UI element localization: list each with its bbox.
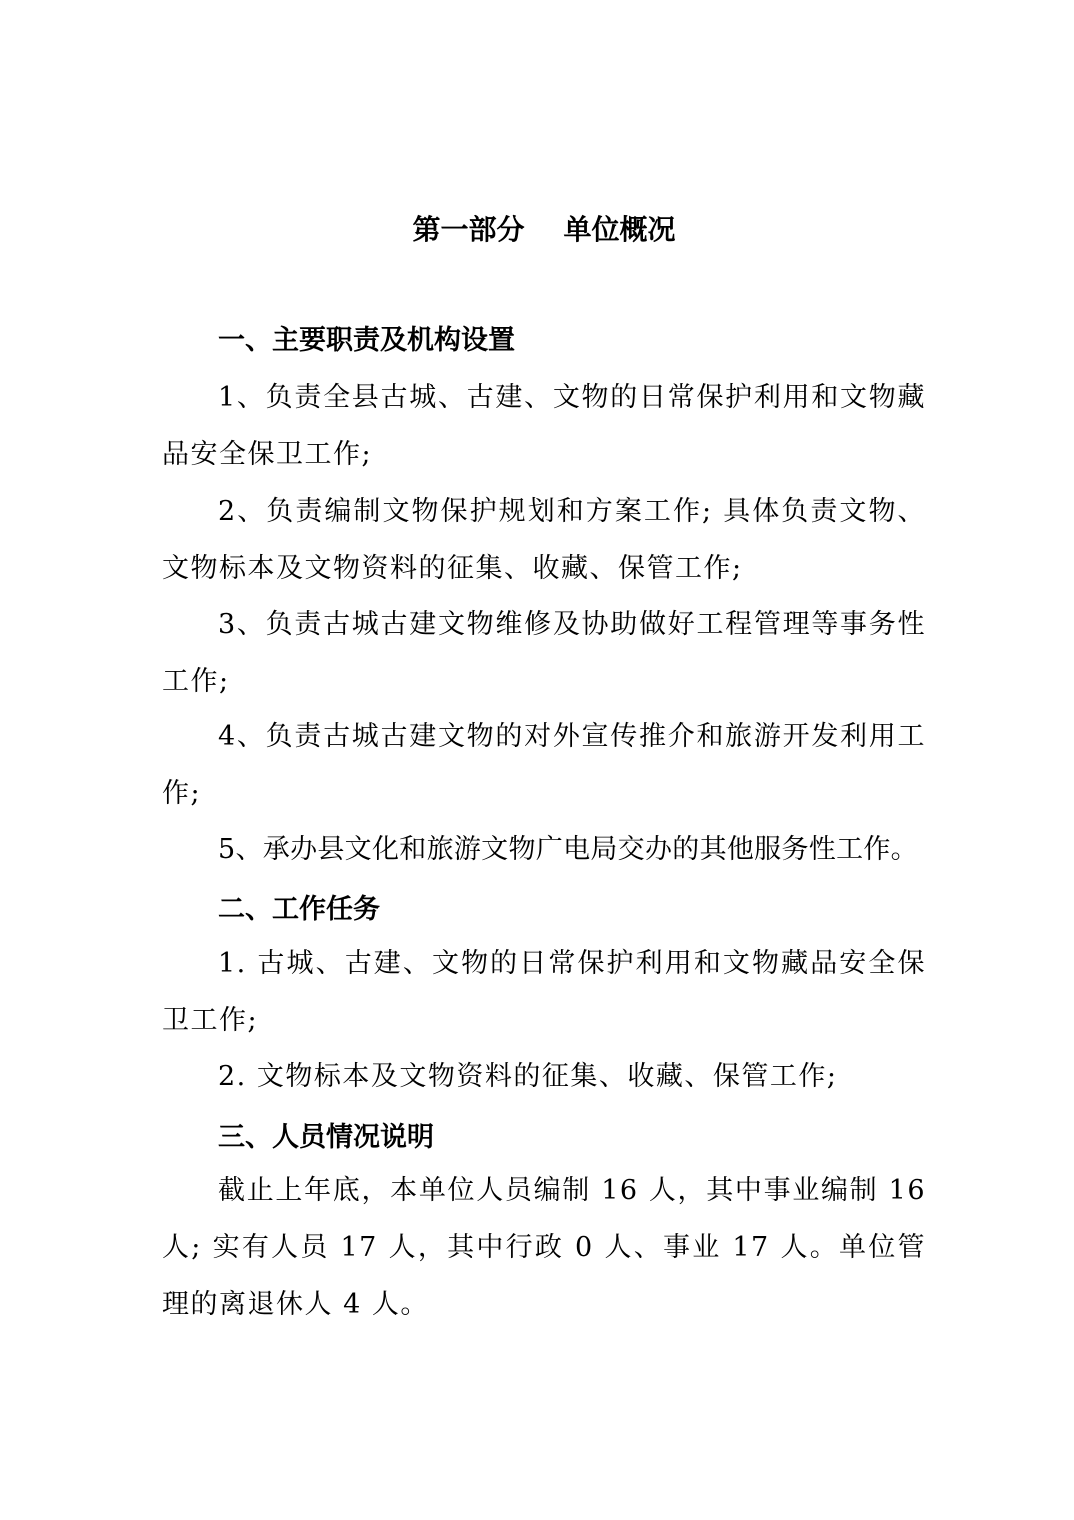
paragraph-task-1: 1. 古城、古建、文物的日常保护利用和文物藏品安全保卫工作; (162, 948, 926, 1036)
paragraph-staff: 截止上年底，本单位人员编制 16 人，其中事业编制 16 人; 实有人员 17 人，其中行政 0 人、事业 17 人。单位管理的离退休人 4 人。 (162, 1175, 926, 1320)
section-heading-duties: 一、主要职责及机构设置 (218, 325, 515, 356)
page-title: 第一部分 单位概况 (412, 213, 676, 246)
paragraph-duty-1: 1、负责全县古城、古建、文物的日常保护利用和文物藏品安全保卫工作; (162, 382, 926, 470)
section-heading-tasks: 二、工作任务 (218, 894, 380, 925)
paragraph-duty-4: 4、负责古城古建文物的对外宣传推介和旅游开发利用工作; (162, 721, 926, 809)
paragraph-duty-5: 5、承办县文化和旅游文物广电局交办的其他服务性工作。 (218, 834, 918, 865)
section-heading-staff: 三、人员情况说明 (218, 1122, 434, 1153)
paragraph-duty-3: 3、负责古城古建文物维修及协助做好工程管理等事务性工作; (162, 609, 926, 697)
document-page (162, 0, 926, 1520)
paragraph-duty-2: 2、负责编制文物保护规划和方案工作; 具体负责文物、文物标本及文物资料的征集、收藏、保管工作; (162, 496, 926, 584)
paragraph-task-2: 2. 文物标本及文物资料的征集、收藏、保管工作; (218, 1061, 838, 1092)
